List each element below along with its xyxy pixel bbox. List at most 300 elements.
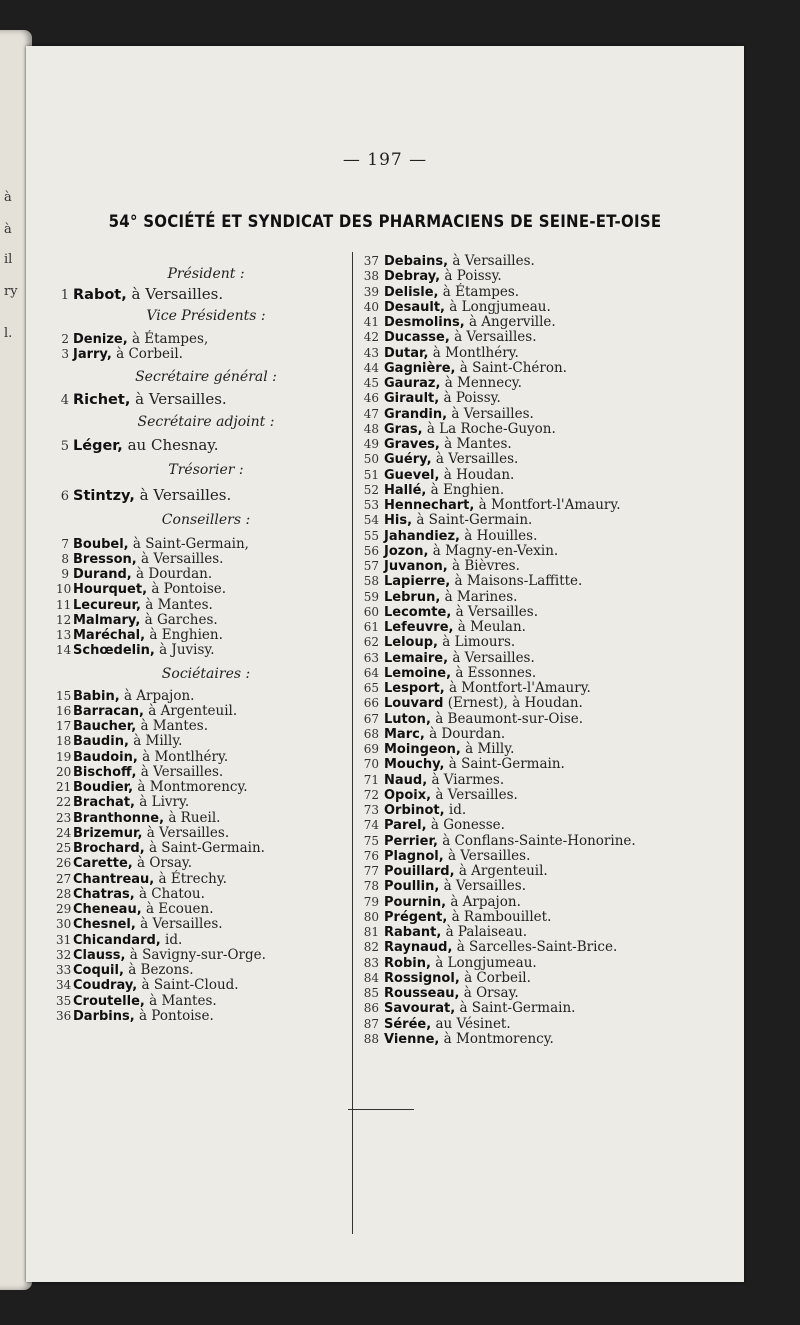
- member-name: Lecomte,: [384, 604, 452, 620]
- member-entry: [56, 613, 346, 628]
- member-number: 12: [56, 612, 72, 627]
- member-name: Baucher,: [73, 719, 137, 734]
- member-name: Denize,: [73, 332, 128, 347]
- member-number: 13: [56, 628, 72, 642]
- member-location: à Longjumeau.: [435, 954, 537, 971]
- member-entry: [360, 361, 730, 376]
- member-name: Luton,: [384, 711, 431, 727]
- member-number: 47: [363, 406, 379, 421]
- member-number: 31: [56, 932, 72, 947]
- member-number: 72: [363, 787, 379, 802]
- member-location: à Saint-Germain.: [416, 512, 533, 529]
- member-entry: [360, 513, 730, 528]
- member-number: 79: [363, 894, 379, 909]
- member-entry: [360, 300, 730, 315]
- member-number: 63: [363, 650, 379, 665]
- member-entry: [360, 376, 730, 391]
- member-name: Rabot,: [73, 287, 127, 303]
- member-name: Desault,: [384, 299, 445, 315]
- member-number: 39: [363, 284, 379, 299]
- member-location: à Beaumont-sur-Oise.: [435, 710, 584, 727]
- member-name: Baudoin,: [73, 749, 138, 765]
- page-number: — 197 —: [342, 150, 428, 170]
- member-number: 14: [56, 643, 72, 658]
- member-name: Chicandard,: [73, 932, 161, 948]
- member-location: à Versailles.: [146, 824, 230, 841]
- member-entry: [56, 933, 346, 948]
- member-entry: [56, 598, 346, 613]
- member-name: Chantreau,: [73, 871, 155, 887]
- societaires-list-right: [360, 254, 730, 1047]
- member-location: à Versailles.: [139, 485, 232, 504]
- member-name: Naud,: [384, 772, 428, 788]
- member-location: à Versailles.: [140, 763, 224, 780]
- member-number: 35: [56, 993, 72, 1008]
- member-entry: [56, 567, 346, 582]
- member-name: Hennechart,: [384, 498, 475, 513]
- member-entry: [56, 689, 346, 704]
- member-number: 34: [56, 978, 72, 993]
- member-entry: [56, 765, 346, 780]
- member-entry: [56, 750, 346, 765]
- member-name: Poullin,: [384, 879, 440, 895]
- member-location: à Enghien.: [149, 627, 223, 643]
- member-location: à Étampes.: [442, 283, 520, 300]
- member-location: à Versailles.: [435, 786, 518, 803]
- member-entry: [360, 895, 730, 910]
- member-entry: [56, 872, 346, 887]
- member-number: 7: [61, 536, 69, 551]
- member-number: 28: [56, 886, 72, 901]
- member-number: 20: [56, 764, 72, 779]
- member-location: à Savigny-sur-Orge.: [129, 946, 266, 963]
- member-entry: [56, 734, 346, 749]
- member-number: 44: [363, 360, 379, 375]
- member-entry: [360, 1032, 730, 1047]
- role-heading-secretaire-adjoint: Secrétaire adjoint :: [137, 413, 275, 430]
- member-location: à Rueil.: [168, 809, 221, 826]
- member-location: à La Roche-Guyon.: [426, 420, 556, 437]
- member-location: à Magny-en-Vexin.: [432, 542, 559, 559]
- member-name: Chesnel,: [73, 917, 136, 933]
- member-location: à Gonesse.: [430, 817, 505, 834]
- member-entry: [360, 346, 730, 361]
- vice-presidents-list: [56, 332, 346, 363]
- member-name: Graves,: [384, 437, 440, 452]
- member-name: Debray,: [384, 269, 441, 285]
- member-entry: [56, 917, 346, 932]
- member-number: 1: [60, 288, 69, 303]
- member-location: à Versailles.: [447, 847, 531, 864]
- member-location: au Vésinet.: [435, 1015, 511, 1032]
- member-entry: [56, 902, 346, 917]
- member-number: 48: [363, 421, 379, 436]
- member-entry: [56, 948, 346, 963]
- member-entry: [56, 389, 346, 409]
- member-location: à Saint-Chéron.: [459, 359, 567, 376]
- member-name: Malmary,: [73, 612, 141, 628]
- member-name: Guéry,: [384, 452, 432, 468]
- member-entry: [360, 879, 730, 894]
- member-entry: [360, 971, 730, 986]
- member-location: à Saint-Germain.: [448, 756, 565, 773]
- member-location: à Versailles.: [141, 550, 224, 567]
- member-location: à Orsay.: [463, 985, 519, 1001]
- member-location: à Saint-Germain.: [459, 1000, 576, 1017]
- member-number: 30: [56, 917, 72, 932]
- role-heading-vice-presidents: Vice Présidents :: [146, 308, 266, 324]
- member-entry: [360, 712, 730, 727]
- member-number: 61: [363, 620, 379, 634]
- member-entry: [56, 628, 346, 643]
- member-entry: [360, 285, 730, 300]
- member-number: 53: [363, 498, 379, 512]
- member-number: 78: [363, 879, 379, 894]
- president-list: [56, 284, 346, 304]
- member-location: à Versailles.: [455, 603, 538, 620]
- member-number: 64: [363, 665, 379, 680]
- member-entry: [360, 834, 730, 849]
- member-name: Marc,: [384, 726, 425, 742]
- member-name: Boudier,: [73, 780, 134, 795]
- member-entry: [360, 803, 730, 818]
- member-name: Grandin,: [384, 406, 448, 422]
- member-name: Ducasse,: [384, 330, 450, 346]
- member-location: à Montlhéry.: [432, 344, 519, 361]
- facing-page-fragment: à: [4, 190, 12, 205]
- member-name: Mouchy,: [384, 757, 445, 773]
- member-entry: [360, 407, 730, 422]
- member-location: à Mantes.: [140, 718, 208, 734]
- member-location: à Argenteuil.: [148, 702, 238, 719]
- member-name: Dutar,: [384, 345, 429, 361]
- member-entry: [360, 468, 730, 483]
- member-entry: [56, 485, 346, 505]
- member-location: à Versailles.: [435, 451, 519, 468]
- member-number: 54: [363, 513, 379, 528]
- member-name: Delisle,: [384, 284, 439, 300]
- member-name: Coudray,: [73, 978, 138, 994]
- member-entry: [56, 856, 346, 871]
- member-entry: [360, 956, 730, 971]
- member-location: à Versailles.: [443, 878, 527, 895]
- member-location: à Mennecy.: [444, 375, 522, 391]
- member-location: à Argenteuil.: [458, 863, 548, 879]
- member-number: 15: [56, 688, 72, 703]
- member-location: à Juvisy.: [159, 642, 215, 659]
- left-column: [56, 264, 346, 1024]
- member-name: Lefeuvre,: [384, 620, 454, 635]
- member-location: à Saint-Germain.: [148, 840, 265, 856]
- member-name: Guevel,: [384, 467, 440, 483]
- secretaire-general-list: [56, 389, 346, 409]
- member-number: 27: [56, 871, 72, 886]
- member-entry: [360, 422, 730, 437]
- member-location: id.: [165, 931, 183, 948]
- member-number: 56: [363, 543, 379, 558]
- member-name: Branthonne,: [73, 810, 165, 826]
- member-number: 69: [363, 742, 379, 756]
- member-location: à Montlhéry.: [142, 748, 229, 765]
- member-entry: [360, 727, 730, 742]
- member-number: 9: [61, 567, 69, 581]
- member-name: Richet,: [73, 391, 131, 408]
- member-entry: [56, 811, 346, 826]
- member-location: à Essonnes.: [455, 664, 537, 681]
- member-location: à Saint-Cloud.: [141, 977, 239, 994]
- member-name: Debains,: [384, 254, 449, 269]
- member-number: 84: [363, 970, 379, 985]
- section-heading: 54° SOCIÉTÉ ET SYNDICAT DES PHARMACIENS DE SEINE-ET-OISE: [108, 212, 662, 232]
- member-entry: [360, 742, 730, 757]
- member-name: Babin,: [73, 688, 120, 704]
- member-location: à Maisons-Laffitte.: [454, 573, 583, 590]
- member-location: à Marines.: [444, 588, 518, 605]
- member-name: Hallé,: [384, 482, 427, 498]
- secretaire-adjoint-list: [56, 435, 346, 455]
- member-entry: [360, 635, 730, 650]
- member-number: 65: [363, 681, 379, 695]
- member-name: His,: [384, 513, 413, 529]
- member-number: 77: [363, 864, 379, 878]
- member-location: à Versailles.: [135, 389, 227, 408]
- member-entry: [360, 651, 730, 666]
- member-number: 87: [363, 1016, 379, 1031]
- member-name: Barracan,: [73, 703, 144, 719]
- member-location: à Livry.: [139, 794, 190, 811]
- member-number: 76: [363, 848, 379, 863]
- member-location: à Versailles.: [454, 329, 537, 346]
- member-location: à Versailles.: [452, 649, 535, 666]
- member-number: 52: [363, 482, 379, 497]
- member-location: à Pontoise.: [151, 581, 227, 598]
- member-entry: [56, 332, 346, 347]
- member-name: Léger,: [73, 437, 123, 454]
- member-location: à Dourdan.: [429, 725, 506, 742]
- member-name: Juvanon,: [384, 559, 448, 574]
- member-entry: [360, 696, 730, 711]
- member-entry: [56, 284, 346, 304]
- member-entry: [360, 559, 730, 574]
- member-location: à Enghien.: [430, 481, 505, 498]
- member-number: 49: [363, 437, 379, 451]
- member-name: Gagnière,: [384, 360, 456, 376]
- member-name: Prégent,: [384, 909, 448, 925]
- member-name: Brizemur,: [73, 825, 143, 841]
- member-entry: [56, 978, 346, 993]
- member-location: à Dourdan.: [136, 566, 213, 582]
- member-entry: [360, 452, 730, 467]
- member-location: à Rambouillet.: [451, 908, 552, 925]
- member-number: 41: [363, 315, 379, 329]
- member-name: Bischoff,: [73, 764, 137, 780]
- member-entry: [56, 347, 346, 362]
- member-location: à Limours.: [442, 634, 516, 651]
- member-entry: [56, 963, 346, 978]
- member-name: Chatras,: [73, 886, 135, 902]
- member-number: 58: [363, 574, 379, 589]
- member-location: à Étampes,: [131, 331, 209, 347]
- member-entry: [360, 483, 730, 498]
- member-location: à Mantes.: [145, 596, 213, 613]
- member-number: 80: [363, 909, 379, 924]
- member-number: 25: [56, 841, 72, 855]
- member-entry: [360, 940, 730, 955]
- role-heading-secretaire-general: Secrétaire général :: [135, 368, 277, 385]
- member-entry: [360, 590, 730, 605]
- member-name: Rabant,: [384, 925, 442, 940]
- member-location: à Sarcelles-Saint-Brice.: [456, 939, 618, 956]
- member-number: 33: [56, 963, 72, 977]
- member-number: 10: [56, 582, 72, 597]
- member-name: Gauraz,: [384, 376, 441, 391]
- member-location: à Arpajon.: [450, 893, 521, 910]
- member-name: Darbins,: [73, 1008, 135, 1024]
- member-number: 83: [363, 955, 379, 970]
- member-name: Girault,: [384, 391, 440, 407]
- facing-page-fragment: l.: [4, 326, 13, 341]
- member-number: 38: [363, 269, 379, 284]
- member-location: à Milly.: [133, 733, 183, 750]
- member-entry: [56, 795, 346, 810]
- member-entry: [360, 1017, 730, 1032]
- member-number: 21: [56, 780, 72, 794]
- member-entry: [360, 773, 730, 788]
- member-name: Lemaire,: [384, 650, 449, 666]
- member-name: Bresson,: [73, 551, 137, 567]
- member-number: 62: [363, 635, 379, 650]
- member-name: Lapierre,: [384, 574, 451, 590]
- member-name: Leloup,: [384, 635, 438, 651]
- member-number: 68: [363, 726, 379, 741]
- member-entry: [360, 605, 730, 620]
- member-location: à Étrechy.: [158, 870, 227, 887]
- member-name: Raynaud,: [384, 940, 453, 956]
- member-location: à Montmorency.: [137, 779, 248, 795]
- member-location: à Corbeil.: [464, 969, 531, 986]
- member-entry: [360, 666, 730, 681]
- member-number: 59: [363, 589, 379, 604]
- conseillers-list: [56, 537, 346, 659]
- member-number: 57: [363, 559, 379, 573]
- member-number: 11: [56, 597, 72, 612]
- member-location: à Ecouen.: [145, 901, 214, 917]
- member-location: à Longjumeau.: [449, 298, 551, 315]
- member-number: 3: [61, 347, 69, 362]
- member-entry: [56, 719, 346, 734]
- member-name: Lebrun,: [384, 589, 441, 605]
- member-number: 46: [363, 391, 379, 406]
- member-location: à Versailles.: [451, 405, 534, 422]
- member-number: 88: [363, 1031, 379, 1046]
- member-name: Lesport,: [384, 681, 445, 696]
- member-entry: [56, 994, 346, 1009]
- member-entry: [360, 849, 730, 864]
- member-entry: [56, 841, 346, 856]
- member-number: 2: [61, 332, 69, 346]
- member-location: à Mantes.: [149, 992, 217, 1009]
- member-location: à Mantes.: [444, 436, 512, 452]
- member-entry: [56, 537, 346, 552]
- member-location: à Viarmes.: [431, 771, 505, 788]
- member-location: à Meulan.: [457, 619, 526, 635]
- member-entry: [56, 704, 346, 719]
- member-location: à Bièvres.: [452, 558, 520, 574]
- member-number: 60: [363, 604, 379, 619]
- member-location: à Versailles.: [131, 285, 224, 303]
- member-location: à Palaiseau.: [445, 924, 528, 940]
- member-number: 17: [56, 719, 72, 733]
- member-number: 37: [363, 254, 379, 268]
- member-name: Carette,: [73, 856, 133, 872]
- member-location: à Versailles.: [452, 253, 535, 269]
- member-name: Hourquet,: [73, 582, 148, 598]
- member-location: à Montfort-l'Amaury.: [478, 497, 621, 513]
- facing-page-fragment: à: [4, 222, 12, 237]
- member-entry: [56, 887, 346, 902]
- member-name: Cheneau,: [73, 902, 142, 917]
- member-name: Sérée,: [384, 1016, 432, 1032]
- member-number: 67: [363, 711, 379, 726]
- member-number: 6: [60, 488, 69, 504]
- member-number: 42: [363, 330, 379, 345]
- member-entry: [360, 315, 730, 330]
- role-heading-societaires: Sociétaires :: [161, 665, 251, 682]
- member-name: Pouillard,: [384, 864, 455, 879]
- member-location: à Poissy.: [443, 390, 501, 407]
- member-name: Lemoine,: [384, 665, 452, 681]
- member-name: Moingeon,: [384, 742, 461, 757]
- member-name: Baudin,: [73, 734, 129, 750]
- member-number: 29: [56, 902, 72, 916]
- member-entry: [56, 582, 346, 597]
- member-number: 71: [363, 772, 379, 787]
- member-location: à Arpajon.: [123, 687, 195, 704]
- member-number: 32: [56, 947, 72, 962]
- member-name: Desmolins,: [384, 315, 465, 330]
- member-location: à Poissy.: [444, 268, 502, 285]
- member-name: Plagnol,: [384, 848, 444, 864]
- role-heading-conseillers: Conseillers :: [161, 511, 251, 528]
- member-entry: [56, 435, 346, 455]
- member-entry: [360, 254, 730, 269]
- member-name: Savourat,: [384, 1001, 456, 1017]
- member-number: 4: [60, 392, 69, 408]
- member-name: Clauss,: [73, 947, 126, 963]
- member-name: Schœdelin,: [73, 643, 155, 659]
- document-page: [26, 46, 744, 1282]
- member-number: 40: [363, 299, 379, 314]
- member-name: Rousseau,: [384, 986, 460, 1001]
- member-name: Jozon,: [384, 543, 429, 559]
- member-entry: [360, 330, 730, 345]
- member-location: à Montfort-l'Amaury.: [448, 680, 591, 696]
- member-entry: [360, 529, 730, 544]
- member-location: à Garches.: [144, 611, 218, 628]
- facing-page-fragment: il: [4, 252, 13, 267]
- member-entry: [360, 986, 730, 1001]
- member-number: 36: [56, 1008, 72, 1023]
- member-location: (Ernest), à Houdan.: [447, 695, 583, 712]
- member-entry: [360, 910, 730, 925]
- member-entry: [360, 498, 730, 513]
- member-name: Pournin,: [384, 894, 447, 910]
- member-number: 24: [56, 825, 72, 840]
- member-entry: [56, 826, 346, 841]
- member-location: au Chesnay.: [127, 435, 219, 454]
- member-location: à Angerville.: [468, 314, 556, 330]
- member-name: Stintzy,: [73, 487, 135, 504]
